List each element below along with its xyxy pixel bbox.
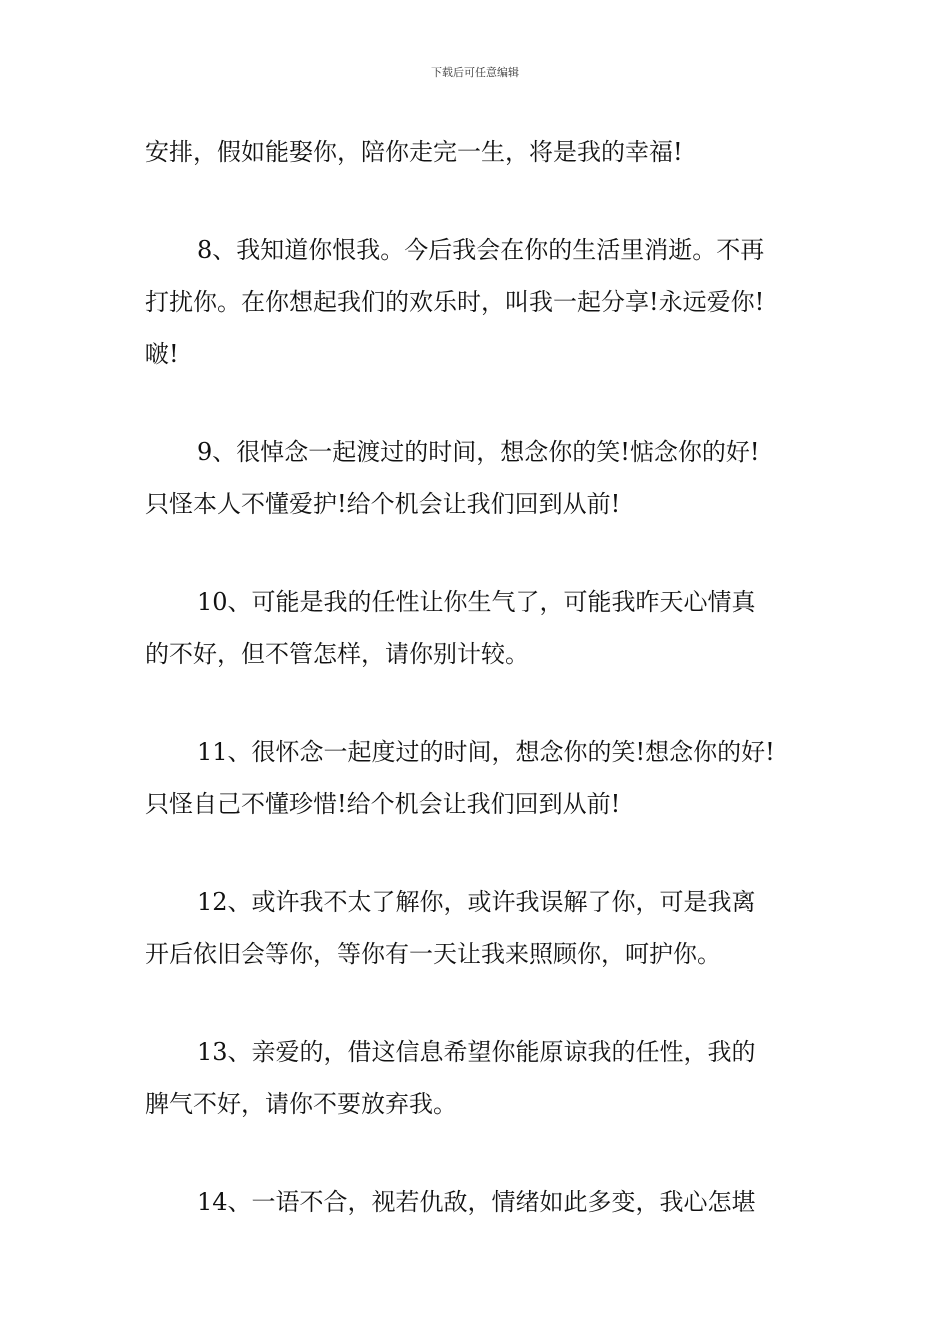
paragraph-line: 的不好，但不管怎样，请你别计较。: [145, 640, 529, 668]
document-body: [145, 126, 825, 1228]
paragraph-line: 12、或许我不太了解你，或许我误解了你，可是我离: [197, 888, 756, 916]
paragraph-line: 8、我知道你恨我。今后我会在你的生活里消逝。不再: [197, 236, 765, 264]
paragraph-line: 脾气不好，请你不要放弃我。: [145, 1090, 457, 1118]
paragraph-line: 安排，假如能娶你，陪你走完一生，将是我的幸福!: [145, 138, 683, 166]
paragraph: [145, 126, 825, 178]
paragraph-line: 9、很悼念一起渡过的时间，想念你的笑!惦念你的好!: [197, 438, 760, 466]
page-header: 下载后可任意编辑: [431, 66, 519, 79]
paragraph: [145, 426, 825, 530]
paragraph: [145, 1026, 825, 1130]
paragraph-line: 10、可能是我的任性让你生气了，可能我昨天心情真: [197, 588, 756, 616]
paragraph-line: 只怪自己不懂珍惜!给个机会让我们回到从前!: [145, 790, 621, 818]
paragraph-line: 开后依旧会等你，等你有一天让我来照顾你，呵护你。: [145, 940, 721, 968]
paragraph: [145, 876, 825, 980]
paragraph: [145, 224, 825, 380]
paragraph-line: 只怪本人不懂爱护!给个机会让我们回到从前!: [145, 490, 621, 518]
paragraph-line: 啵!: [145, 340, 179, 368]
paragraph-line: 打扰你。在你想起我们的欢乐时，叫我一起分享!永远爱你!: [145, 288, 765, 316]
paragraph: [145, 1176, 825, 1228]
paragraph-line: 11、很怀念一起度过的时间，想念你的笑!想念你的好!: [197, 738, 775, 766]
paragraph: [145, 576, 825, 680]
paragraph-line: 13、亲爱的，借这信息希望你能原谅我的任性，我的: [197, 1038, 756, 1066]
paragraph-line: 14、一语不合，视若仇敌，情绪如此多变，我心怎堪: [197, 1188, 756, 1216]
paragraph: [145, 726, 825, 830]
